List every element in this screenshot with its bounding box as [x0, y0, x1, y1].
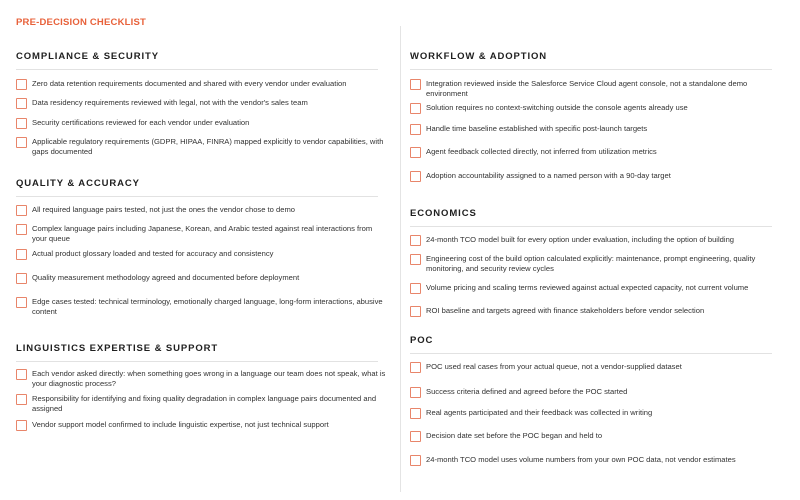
checklist-item — [410, 124, 780, 135]
checklist-item — [410, 431, 780, 442]
checklist-item — [410, 235, 780, 246]
item-label: Data residency requirements reviewed with legal, not with the vendor's sales team — [32, 98, 308, 107]
checkbox[interactable] — [16, 118, 27, 129]
checkbox[interactable] — [16, 79, 27, 90]
checklist-item — [410, 79, 780, 98]
checkbox[interactable] — [16, 249, 27, 260]
checklist-item — [16, 297, 386, 316]
checklist-item — [16, 137, 386, 156]
item-label: Adoption accountability assigned to a named person with a 90-day target — [426, 171, 671, 180]
checklist-item — [16, 205, 386, 216]
column-divider — [400, 26, 401, 492]
section-quality-accuracy — [16, 178, 378, 197]
item-label: All required language pairs tested, not just the ones the vendor chose to demo — [32, 205, 295, 214]
section-economics — [410, 208, 772, 227]
checklist-item — [16, 118, 386, 129]
item-label: Actual product glossary loaded and tested for accuracy and consistency — [32, 249, 274, 258]
item-label: POC used real cases from your actual queue, not a vendor-supplied dataset — [426, 362, 682, 371]
checkbox[interactable] — [410, 254, 421, 265]
item-label: ROI baseline and targets agreed with finance stakeholders before vendor selection — [426, 306, 705, 315]
checkbox[interactable] — [16, 420, 27, 431]
checklist-item — [410, 455, 780, 466]
checklist-item — [16, 79, 386, 90]
checklist-item — [410, 387, 780, 398]
item-label: Vendor support model confirmed to include linguistic expertise, not just technical support — [32, 420, 329, 429]
checkbox[interactable] — [16, 98, 27, 109]
checkbox[interactable] — [410, 147, 421, 158]
checkbox[interactable] — [410, 79, 421, 90]
checkbox[interactable] — [16, 137, 27, 148]
item-label: Integration reviewed inside the Salesforce Service Cloud agent console, not a standalone demo environment — [426, 79, 748, 98]
item-label: 24-month TCO model uses volume numbers from your own POC data, not vendor estimates — [426, 455, 736, 464]
checkbox[interactable] — [410, 306, 421, 317]
checklist-item — [410, 171, 780, 182]
checkbox[interactable] — [410, 103, 421, 114]
checkbox[interactable] — [410, 124, 421, 135]
item-label: Complex language pairs including Japanese, Korean, and Arabic tested against real interactions from your queue — [32, 224, 373, 243]
checkbox[interactable] — [410, 171, 421, 182]
checklist-item — [16, 224, 386, 243]
item-label: Responsibility for identifying and fixing quality degradation in complex language pairs documented and assigned — [32, 394, 377, 413]
checklist-item — [16, 394, 386, 413]
item-label: Engineering cost of the build option calculated explicitly: maintenance, prompt engineering, quality monitoring, and security review cycles — [426, 254, 756, 273]
item-label: 24-month TCO model built for every option under evaluation, including the option of building — [426, 235, 735, 244]
checklist-item — [16, 369, 386, 388]
checkbox[interactable] — [410, 408, 421, 419]
section-title: COMPLIANCE & SECURITY — [16, 51, 378, 70]
checklist-item — [410, 362, 780, 373]
checkbox[interactable] — [410, 387, 421, 398]
checkbox[interactable] — [16, 273, 27, 284]
checkbox[interactable] — [410, 283, 421, 294]
section-title: ECONOMICS — [410, 208, 772, 227]
item-label: Security certifications reviewed for each vendor under evaluation — [32, 118, 250, 127]
checklist-item — [16, 273, 386, 284]
checkbox[interactable] — [410, 455, 421, 466]
item-label: Each vendor asked directly: when something goes wrong in a language our team does not speak, what is your diagnostic process? — [32, 369, 386, 388]
checkbox[interactable] — [410, 235, 421, 246]
checklist-item — [410, 147, 780, 158]
item-label: Quality measurement methodology agreed and documented before deployment — [32, 273, 300, 282]
checklist-item — [16, 249, 386, 260]
section-workflow-adoption — [410, 51, 772, 70]
checkbox[interactable] — [16, 224, 27, 235]
checklist-item — [410, 283, 780, 294]
left-column — [16, 0, 386, 500]
checkbox[interactable] — [16, 205, 27, 216]
item-label: Applicable regulatory requirements (GDPR, HIPAA, FINRA) mapped explicitly to vendor capabilities, with gaps documented — [32, 137, 384, 156]
item-label: Solution requires no context-switching outside the console agents already use — [426, 103, 688, 112]
item-label: Edge cases tested: technical terminology, emotionally charged language, long-form interactions, abusive content — [32, 297, 383, 316]
section-title: POC — [410, 335, 772, 354]
section-title: LINGUISTICS EXPERTISE & SUPPORT — [16, 343, 378, 362]
checkbox[interactable] — [410, 431, 421, 442]
section-compliance-security — [16, 51, 378, 70]
checkbox[interactable] — [410, 362, 421, 373]
item-label: Real agents participated and their feedback was collected in writing — [426, 408, 653, 417]
section-linguistics-expertise — [16, 343, 378, 362]
item-label: Success criteria defined and agreed before the POC started — [426, 387, 628, 396]
section-title: QUALITY & ACCURACY — [16, 178, 378, 197]
checkbox[interactable] — [16, 394, 27, 405]
checklist-item — [16, 98, 386, 109]
checklist-item — [410, 306, 780, 317]
page-title: PRE-DECISION CHECKLIST — [16, 17, 147, 28]
checkbox[interactable] — [16, 297, 27, 308]
section-poc — [410, 335, 772, 354]
checklist-item — [410, 103, 780, 114]
checklist-item — [410, 254, 780, 273]
item-label: Decision date set before the POC began and held to — [426, 431, 603, 440]
item-label: Zero data retention requirements documented and shared with every vendor under evaluation — [32, 79, 347, 88]
checklist-item — [16, 420, 386, 431]
checklist-item — [410, 408, 780, 419]
item-label: Handle time baseline established with specific post-launch targets — [426, 124, 648, 133]
checkbox[interactable] — [16, 369, 27, 380]
item-label: Volume pricing and scaling terms reviewed against actual expected capacity, not current volume — [426, 283, 749, 292]
item-label: Agent feedback collected directly, not inferred from utilization metrics — [426, 147, 657, 156]
right-column — [410, 0, 780, 500]
section-title: WORKFLOW & ADOPTION — [410, 51, 772, 70]
